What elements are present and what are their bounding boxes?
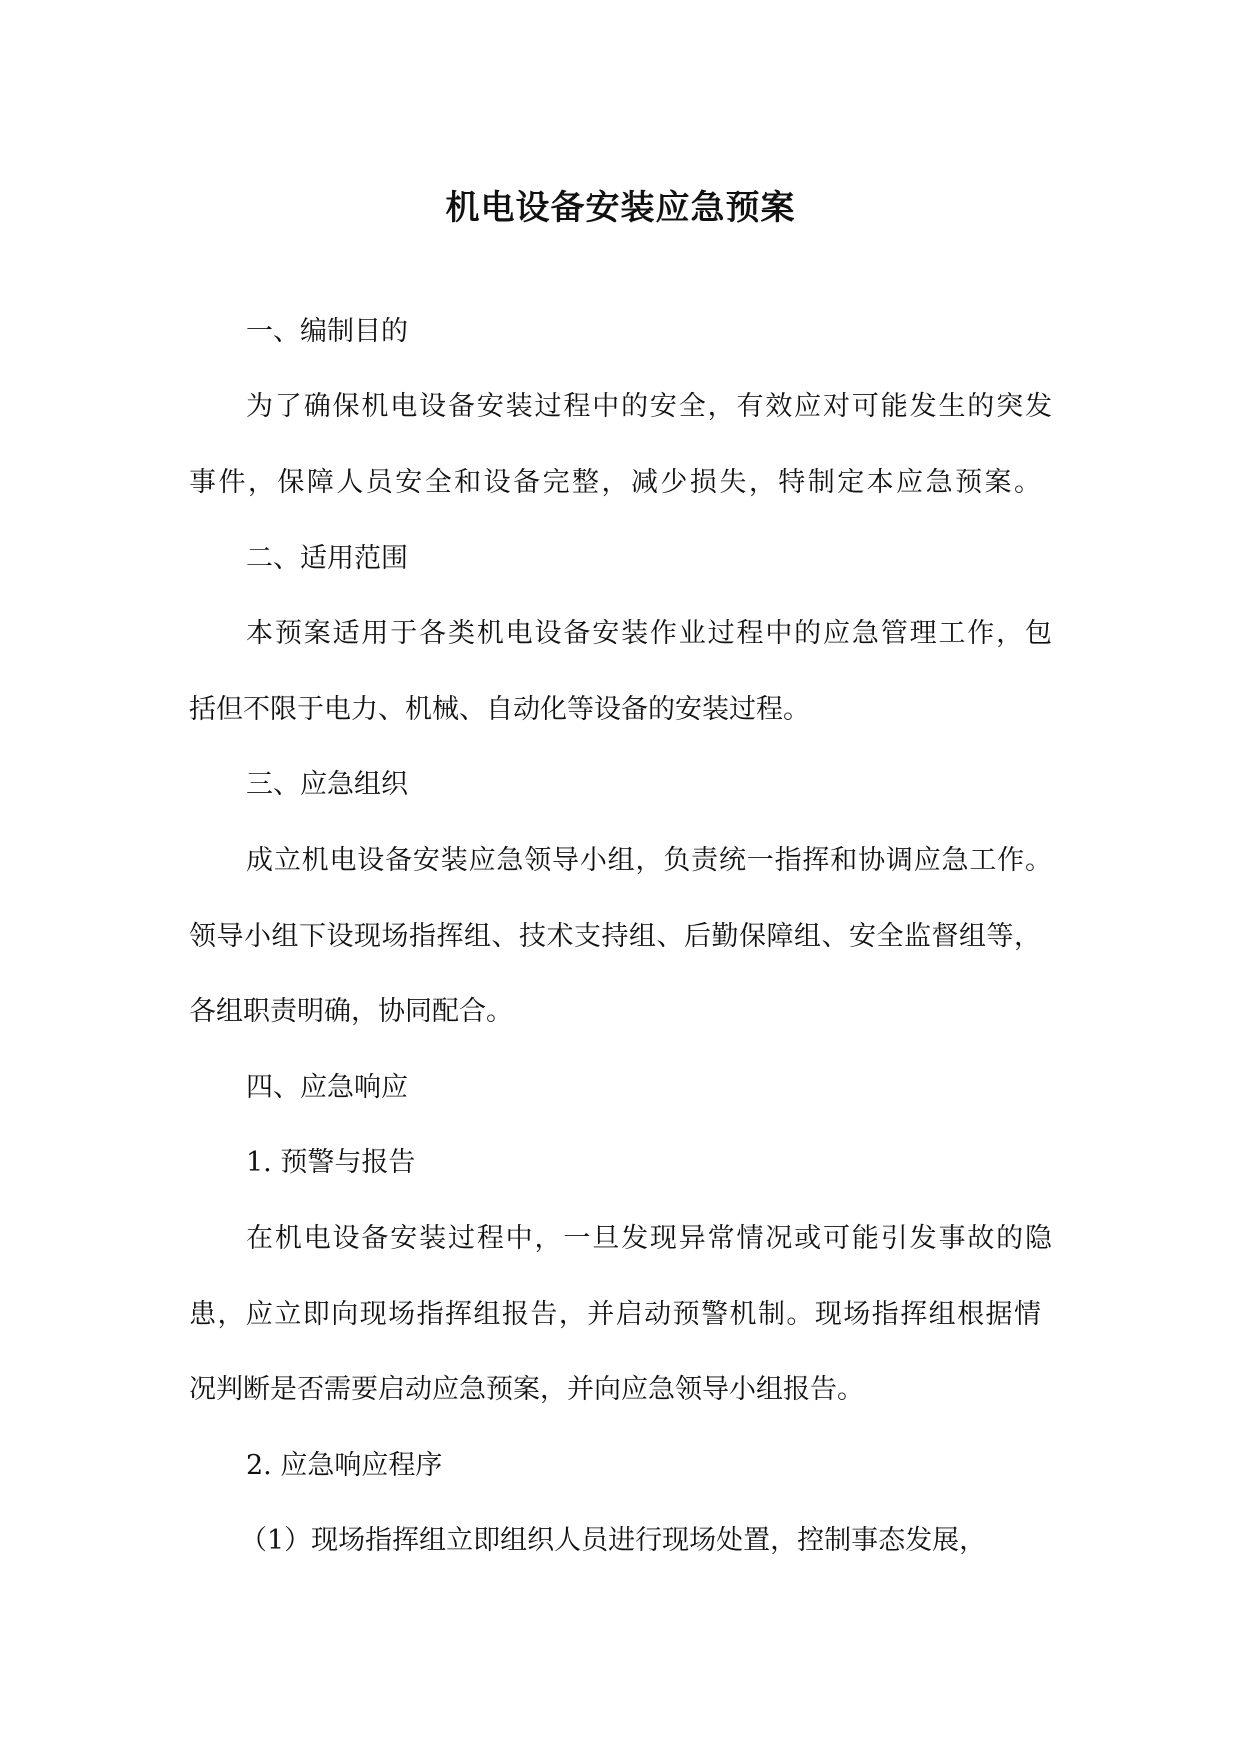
section-heading-scope: 二、适用范围 (246, 543, 408, 574)
paragraph-line: 本预案适用于各类机电设备安装作业过程中的应急管理工作，包 (246, 618, 1052, 649)
section-heading-purpose: 一、编制目的 (246, 316, 408, 347)
paragraph-line: 事件，保障人员安全和设备完整，减少损失，特制定本应急预案。 (189, 467, 1041, 498)
document-title: 机电设备安装应急预案 (445, 188, 796, 228)
paragraph-line: 领导小组下设现场指挥组、技术支持组、后勤保障组、安全监督组等， (189, 921, 1041, 952)
paragraph-line: 患，应立即向现场指挥组报告，并启动预警机制。现场指挥组根据情 (189, 1299, 1041, 1330)
subsection-heading-warning: 1. 预警与报告 (246, 1147, 416, 1178)
section-heading-organization: 三、应急组织 (246, 769, 408, 800)
subsection-heading-procedure: 2. 应急响应程序 (246, 1450, 443, 1481)
paragraph-line: 在机电设备安装过程中，一旦发现异常情况或可能引发事故的隐 (246, 1223, 1052, 1254)
paragraph-line: 为了确保机电设备安装过程中的安全，有效应对可能发生的突发 (246, 391, 1052, 422)
paragraph-line: （1）现场指挥组立即组织人员进行现场处置，控制事态发展， (240, 1525, 987, 1556)
paragraph-line: 各组职责明确，协同配合。 (189, 996, 513, 1027)
paragraph-line: 成立机电设备安装应急领导小组，负责统一指挥和协调应急工作。 (246, 845, 1052, 876)
paragraph-line: 况判断是否需要启动应急预案，并向应急领导小组报告。 (189, 1374, 864, 1405)
paragraph-line: 括但不限于电力、机械、自动化等设备的安装过程。 (189, 694, 810, 725)
section-heading-response: 四、应急响应 (246, 1072, 408, 1103)
